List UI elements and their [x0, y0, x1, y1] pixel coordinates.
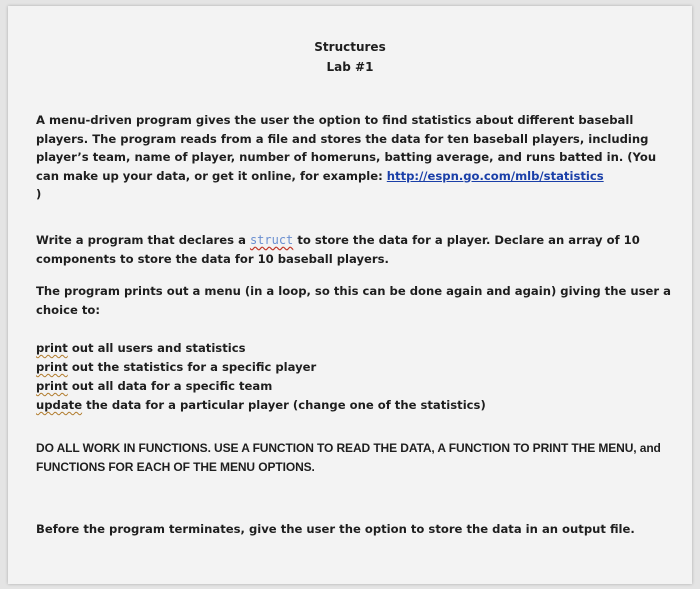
- menu-option-text: out all data for a specific team: [67, 379, 273, 393]
- closing-paragraph: Before the program terminates, give the user the option to store the data in an output file.: [36, 522, 635, 536]
- document-page: [8, 6, 692, 584]
- instructions-text: DO ALL WORK IN FUNCTIONS. USE A FUNCTION TO READ THE DATA, A FUNCTION TO PRINT THE MENU, and FUNCTIONS FOR EACH OF THE MENU OPTIONS.: [36, 441, 661, 474]
- menu-option-text: the data for a particular player (change one of the statistics): [82, 398, 486, 412]
- document-title: Structures: [314, 40, 386, 54]
- instructions-paragraph: [36, 439, 676, 476]
- struct-keyword: struct: [249, 233, 294, 247]
- menu-option-verb: print: [36, 360, 68, 374]
- menu-option-text: out the statistics for a specific player: [67, 360, 317, 374]
- menu-option: [36, 358, 676, 377]
- menu-option: [36, 396, 676, 415]
- struct-text-after: to store the data for a player. Declare an array of 10 components to store the data for 10 baseball players.: [36, 233, 640, 266]
- menu-intro: The program prints out a menu (in a loop, so this can be done again and again) giving the user a choice to:: [36, 284, 671, 317]
- menu-option: [36, 377, 676, 396]
- statistics-link[interactable]: http://espn.go.com/mlb/statistics: [386, 168, 604, 183]
- intro-paragraph: [36, 111, 676, 204]
- menu-options-list: [36, 339, 676, 415]
- menu-option: [36, 339, 676, 358]
- struct-paragraph: [36, 231, 676, 268]
- menu-option-verb: print: [36, 379, 68, 393]
- struct-text-before: Write a program that declares a: [36, 233, 250, 247]
- menu-option-verb: print: [36, 341, 68, 355]
- document-subtitle: Lab #1: [326, 60, 374, 74]
- intro-text: A menu-driven program gives the user the option to find statistics about different baseball players. The program reads from a file and stores the data for ten baseball players, including player’s team, name of player, number of homeruns, batting average, and runs batted in. (You can make up your data, or get it online, for example:: [36, 113, 657, 183]
- menu-option-verb: update: [36, 398, 83, 412]
- menu-option-text: out all users and statistics: [67, 341, 246, 355]
- intro-close: ): [36, 187, 42, 201]
